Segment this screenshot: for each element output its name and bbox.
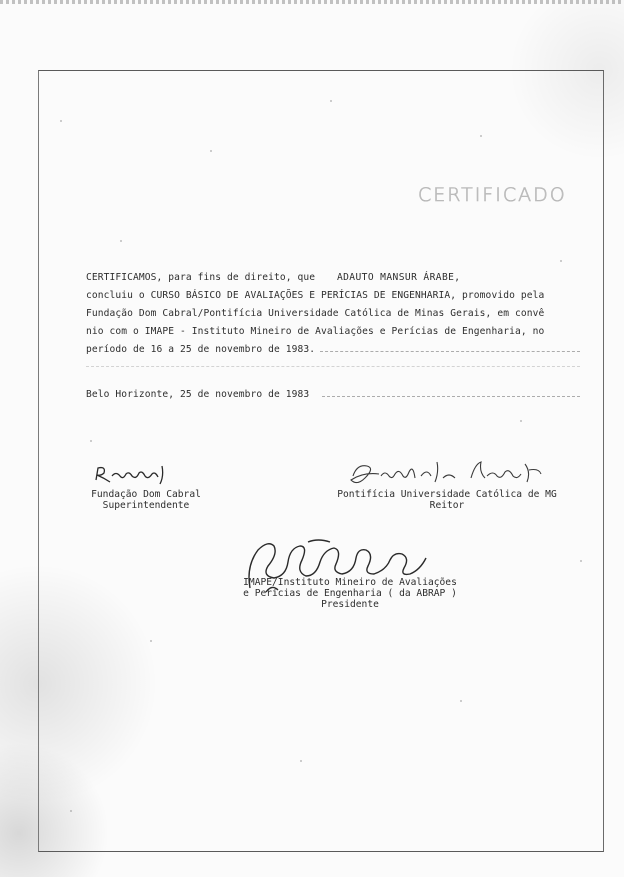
scan-speckle xyxy=(580,560,582,562)
body-line-5: período de 16 a 25 de novembro de 1983. xyxy=(86,344,316,355)
signature-fundacao-dom-cabral xyxy=(92,462,182,488)
signature-block-bottom xyxy=(220,577,480,610)
body-line-4: nio com o IMAPE - Instituto Mineiro de Avaliações e Perícias de Engenharia, no xyxy=(86,326,545,337)
left-signer-org: Fundação Dom Cabral xyxy=(91,489,201,500)
fill-dashes xyxy=(322,396,580,397)
certificate-title: CERTIFICADO xyxy=(418,184,567,206)
signature-block-left xyxy=(76,489,216,511)
body-line-2: concluiu o CURSO BÁSICO DE AVALIAÇÕES E PERÍCIAS DE ENGENHARIA, promovido pela xyxy=(86,290,545,301)
scan-speckle xyxy=(560,260,562,262)
scan-speckle xyxy=(480,135,482,137)
right-signer-role: Reitor xyxy=(429,500,465,511)
scan-speckle xyxy=(460,700,462,702)
body-intro: CERTIFICAMOS, para fins de direito, que xyxy=(86,272,316,283)
fill-dashes xyxy=(320,351,580,352)
signature-puc-mg xyxy=(345,458,545,490)
scan-speckle xyxy=(520,420,522,422)
top-scan-rule xyxy=(0,0,624,4)
right-signer-org: Pontifícia Universidade Católica de MG xyxy=(337,489,557,500)
scan-speckle xyxy=(150,640,152,642)
bottom-signer-role: Presidente xyxy=(321,599,379,610)
body-line-3: Fundação Dom Cabral/Pontifícia Universidade Católica de Minas Gerais, em convê xyxy=(86,308,545,319)
bottom-signer-org-line2: e Perícias de Engenharia ( da ABRAP ) xyxy=(243,588,457,599)
recipient-name: ADAUTO MANSUR ÁRABE, xyxy=(336,272,461,283)
signature-block-right xyxy=(332,489,562,511)
scan-speckle xyxy=(330,100,332,102)
scan-speckle xyxy=(70,810,72,812)
bottom-signer-org-line1: IMAPE/Instituto Mineiro de Avaliações xyxy=(243,577,457,588)
scan-speckle xyxy=(90,440,92,442)
fill-dashes xyxy=(86,366,580,367)
place-date: Belo Horizonte, 25 de novembro de 1983 xyxy=(86,389,310,400)
body-line-1 xyxy=(86,272,460,283)
left-signer-role: Superintendente xyxy=(102,500,190,511)
scan-speckle xyxy=(300,760,302,762)
scan-speckle xyxy=(60,120,62,122)
scan-speckle xyxy=(120,240,122,242)
scan-speckle xyxy=(210,150,212,152)
